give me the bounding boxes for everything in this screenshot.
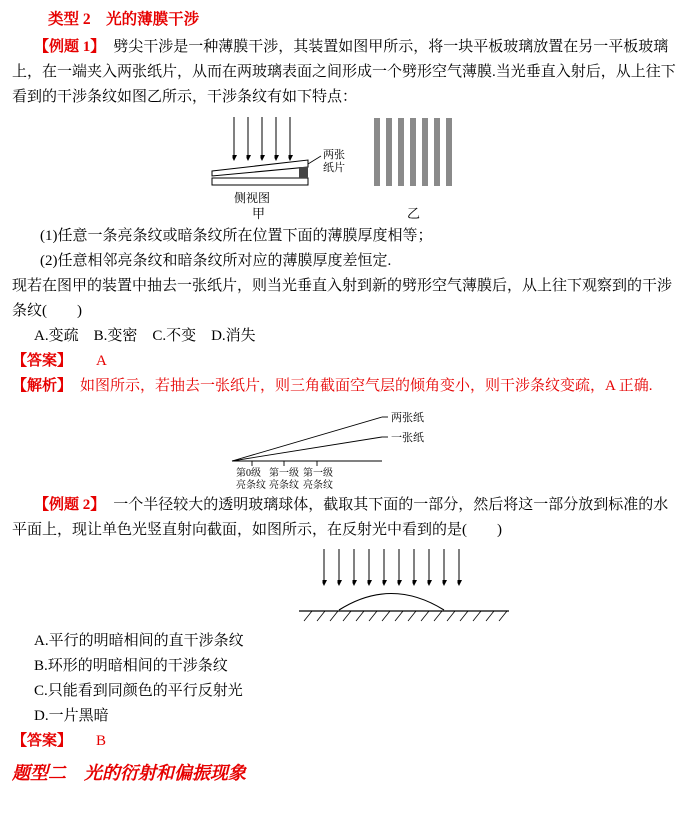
answer1-tag: 【答案】: [12, 353, 73, 369]
example1-question: 现若在图甲的装置中抽去一张纸片，则当光垂直入射到新的劈形空气薄膜后，从上往下观察到的干涉条纹( ): [12, 278, 673, 319]
order1-label-bottom: 亮条纹: [269, 480, 299, 491]
paper-label-line2: 纸片: [323, 162, 345, 174]
feature-point-1: (1)任意一条亮条纹或暗条纹所在位置下面的薄膜厚度相等；: [40, 228, 433, 244]
jia-label: 甲: [252, 206, 266, 221]
example2-body: 一个半径较大的透明玻璃球体，截取其下面的一部分，然后将这一部分放到标准的水平面上，现让单色光竖直射向截面，如图所示，在反射光中看到的是( ): [12, 497, 669, 538]
two-paper-label: 两张纸: [391, 412, 424, 424]
figure-wedge-angle: [222, 403, 679, 491]
analysis1-tag: 【解析】: [12, 378, 73, 394]
example1-analysis-line: [12, 374, 679, 399]
example1-paragraph: [12, 35, 679, 110]
example1-answer-line: [12, 349, 679, 374]
wedge-lines: [232, 417, 388, 466]
figure-glass-segment: [284, 547, 679, 627]
section-title: 类型 2 光的薄膜干涉: [48, 11, 200, 28]
example1-tag: 【例题 1】: [34, 39, 106, 55]
wedge-angle-drawing: [222, 403, 457, 491]
wedge-setup-drawing: [204, 114, 504, 222]
example2-option-a: A.平行的明暗相间的直干涉条纹: [34, 633, 244, 649]
paper-leader-line: [308, 156, 321, 164]
light-rays-icon: [324, 549, 459, 583]
example1-options: A.变疏 B.变密 C.不变 D.消失: [34, 328, 256, 344]
answer2-value: B: [96, 733, 107, 749]
bottom-glass-plate: [212, 178, 308, 185]
ground-hatching-icon: [304, 611, 507, 621]
order0-label-top: 第0级: [236, 468, 261, 479]
top-glass-plate: [212, 160, 308, 176]
analysis1-text: 如图所示，若抽去一张纸片，则三角截面空气层的倾角变小，则干涉条纹变疏，A 正确.: [80, 378, 653, 394]
answer2-tag: 【答案】: [12, 733, 73, 749]
fringe-pattern-icon: [374, 118, 452, 186]
next-section-title: 题型二 光的衍射和偏振现象: [12, 763, 246, 783]
example1-body: 劈尖干涉是一种薄膜干涉，其装置如图甲所示，将一块平板玻璃放置在另一平板玻璃上，在一端夹入两张纸片，从而在两玻璃表面之间形成一个劈形空气薄膜.当光垂直入射后，从上往下看到的干涉条纹如图乙所示，干涉条纹有如下特点：: [12, 39, 676, 105]
order0-label-bottom: 亮条纹: [236, 480, 266, 491]
feature-point-2: (2)任意相邻亮条纹和暗条纹所对应的薄膜厚度差恒定.: [40, 253, 392, 269]
glass-segment-icon: [339, 594, 444, 611]
light-rays-icon: [234, 117, 290, 158]
example2-answer-line: [12, 729, 679, 754]
order1-label-top: 第一级: [269, 468, 299, 479]
example2-option-b: B.环形的明暗相间的干涉条纹: [34, 658, 228, 674]
yi-label: 乙: [407, 206, 421, 221]
example2-option-c: C.只能看到同颜色的平行反射光: [34, 683, 243, 699]
one-paper-label: 一张纸: [391, 432, 424, 444]
example2-paragraph: [12, 493, 679, 543]
glass-segment-drawing: [284, 547, 524, 627]
example2-option-d: D.一片黑暗: [34, 708, 109, 724]
figure-wedge-setup: [204, 114, 679, 222]
example2-tag: 【例题 2】: [34, 497, 106, 513]
paper-label-line1: 两张: [323, 149, 345, 161]
order2-label-top: 第一级: [303, 468, 333, 479]
answer1-value: A: [96, 353, 107, 369]
order2-label-bottom: 亮条纹: [303, 480, 333, 491]
paper-strips: [299, 167, 308, 178]
sideview-label: 侧视图: [234, 191, 271, 205]
